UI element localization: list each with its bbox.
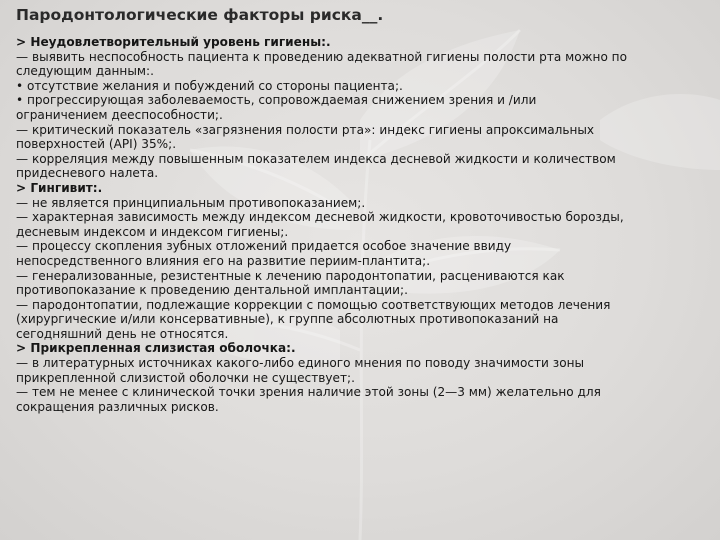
text-line-continued: поверхностей (API) 35%;. <box>16 137 177 152</box>
text-line-continued: следующим данным:. <box>16 64 154 79</box>
text-line-continued: противопоказание к проведению дентальной имплантации;. <box>16 283 408 298</box>
text-line-continued: придесневого налета. <box>16 166 159 181</box>
list-item-line: — характерная зависимость между индексом десневой жидкости, кровоточивостью борозды, <box>16 210 624 225</box>
list-item-line: — пародонтопатии, подлежащие коррекции с помощью соответствующих методов лечения <box>16 297 611 312</box>
text-line-continued: (хирургические и/или консервативные), к группе абсолютных противопоказаний на <box>16 312 559 327</box>
list-item-line: — корреляция между повышенным показателем индекса десневой жидкости и количеством <box>16 151 616 166</box>
list-item-line: — процессу скопления зубных отложений придается особое значение ввиду <box>16 239 512 254</box>
text-line-continued: непосредственного влияния его на развитие периим-плантита;. <box>16 253 431 268</box>
text-line-continued: сокращения различных рисков. <box>16 399 219 414</box>
section-heading: > Прикрепленная слизистая оболочка:. <box>16 341 296 356</box>
text-line-continued: десневым индексом и индексом гигиены;. <box>16 224 289 239</box>
section-heading: > Неудовлетворительный уровень гигиены:. <box>16 35 331 49</box>
text-line-continued: прикрепленной слизистой оболочки не существует;. <box>16 370 355 385</box>
list-item-line: • отсутствие желания и побуждений со стороны пациента;. <box>16 78 403 93</box>
list-item-line: — тем не менее с клинической точки зрения наличие этой зоны (2—3 мм) желательно для <box>16 385 601 400</box>
list-item-line: — генерализованные, резистентные к лечению пародонтопатии, расцениваются как <box>16 268 565 283</box>
list-item-line: — выявить неспособность пациента к проведению адекватной гигиены полости рта можно по <box>16 49 627 64</box>
slide-content <box>16 6 710 414</box>
list-item-line: • прогрессирующая заболеваемость, сопровождаемая снижением зрения и /или <box>16 93 537 108</box>
text-line-continued: сегодняшний день не относятся. <box>16 326 229 341</box>
text-body <box>16 35 710 414</box>
list-item-line: — не является принципиальным противопоказанием;. <box>16 195 366 210</box>
text-line-continued: ограничением дееспособности;. <box>16 107 223 122</box>
list-item-line: — критический показатель «загрязнения полости рта»: индекс гигиены апроксимальных <box>16 122 595 137</box>
section-heading: > Гингивит:. <box>16 180 103 195</box>
list-item-line: — в литературных источниках какого-либо единого мнения по поводу значимости зоны <box>16 356 585 371</box>
slide-title: Пародонтологические факторы риска__. <box>16 6 384 24</box>
